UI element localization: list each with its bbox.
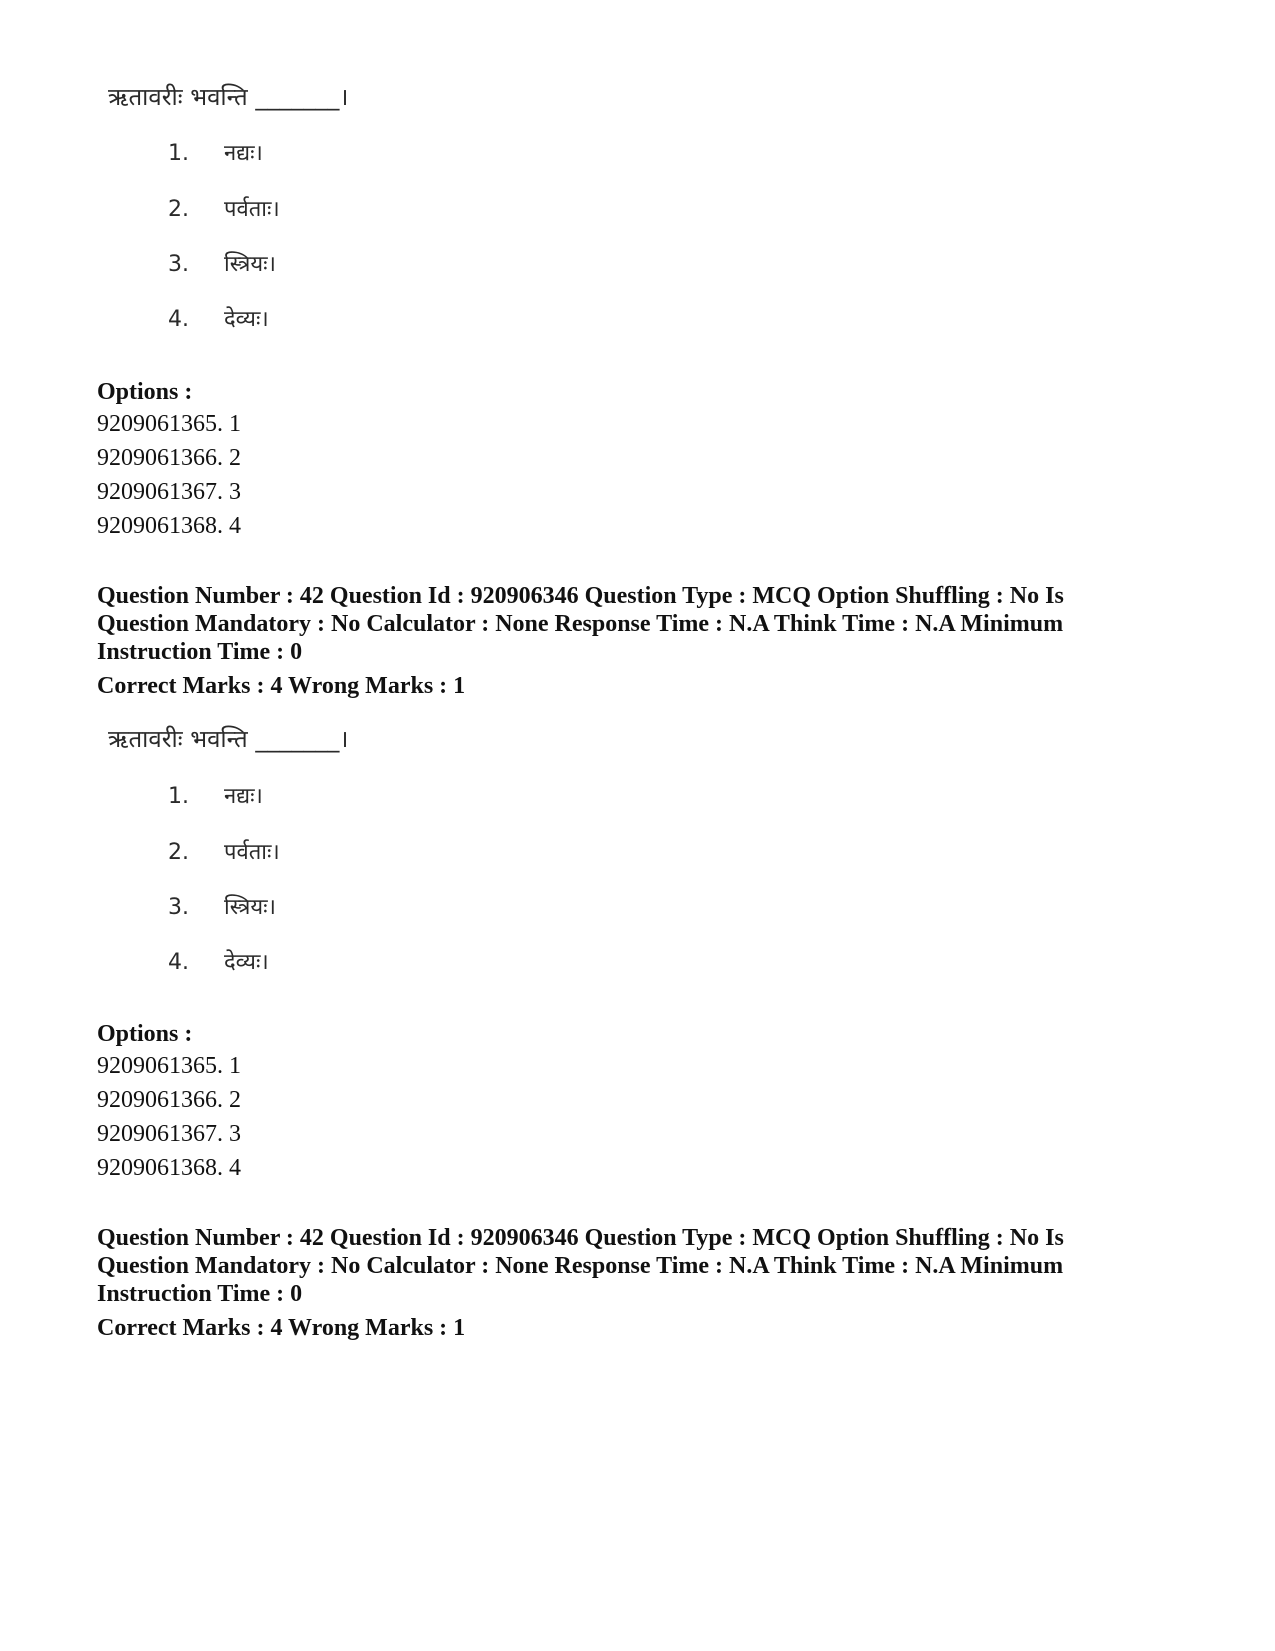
marks-line: Correct Marks : 4 Wrong Marks : 1 [97,673,466,699]
meta-line: Question Number : 42 Question Id : 920906346 Question Type : MCQ Option Shuffling : No Is [97,1225,1064,1251]
meta-line: Question Number : 42 Question Id : 920906346 Question Type : MCQ Option Shuffling : No Is [97,583,1064,609]
choice-text: नद्यः। [224,141,263,166]
option-line: 9209061367. 3 [97,479,241,505]
choice-text: पर्वताः। [224,197,280,222]
options-section [97,1019,1197,1185]
choice-text: पर्वताः। [224,840,280,865]
question-choice [168,193,280,223]
question-choice [168,780,263,810]
options-label: Options : [97,379,193,405]
meta-line: Question Mandatory : No Calculator : None Response Time : N.A Think Time : N.A Minimum [97,1253,1064,1279]
option-line: 9209061366. 2 [97,445,241,471]
question-choice [168,137,263,167]
choice-text: स्त्रियः। [224,252,276,277]
choice-number: 2. [168,197,189,222]
choice-text: देव्यः। [224,950,269,975]
choice-number: 3. [168,895,189,920]
option-line: 9209061368. 4 [97,513,241,539]
question-meta [97,582,1207,700]
option-line: 9209061368. 4 [97,1155,241,1181]
option-line: 9209061365. 1 [97,411,241,437]
meta-line: Instruction Time : 0 [97,1281,303,1307]
option-line: 9209061365. 1 [97,1053,241,1079]
meta-line: Instruction Time : 0 [97,639,303,665]
choice-number: 2. [168,840,189,865]
question-choice [168,303,269,333]
options-label: Options : [97,1021,193,1047]
choice-text: नद्यः। [224,784,263,809]
question-meta [97,1224,1207,1342]
question-choice [168,836,280,866]
choice-number: 4. [168,950,189,975]
options-section [97,377,1197,543]
meta-line: Question Mandatory : No Calculator : None Response Time : N.A Think Time : N.A Minimum [97,611,1064,637]
choice-number: 1. [168,784,189,809]
question-choice [168,891,276,921]
choice-number: 4. [168,307,189,332]
question-choice [168,248,276,278]
choice-number: 3. [168,252,189,277]
choice-text: स्त्रियः। [224,895,276,920]
question-stem: ऋतावरीः भवन्ति _______। [108,725,349,753]
question-stem: ऋतावरीः भवन्ति _______। [108,83,349,111]
choice-text: देव्यः। [224,307,269,332]
option-line: 9209061366. 2 [97,1087,241,1113]
question-choice [168,946,269,976]
marks-line: Correct Marks : 4 Wrong Marks : 1 [97,1315,466,1341]
option-line: 9209061367. 3 [97,1121,241,1147]
choice-number: 1. [168,141,189,166]
